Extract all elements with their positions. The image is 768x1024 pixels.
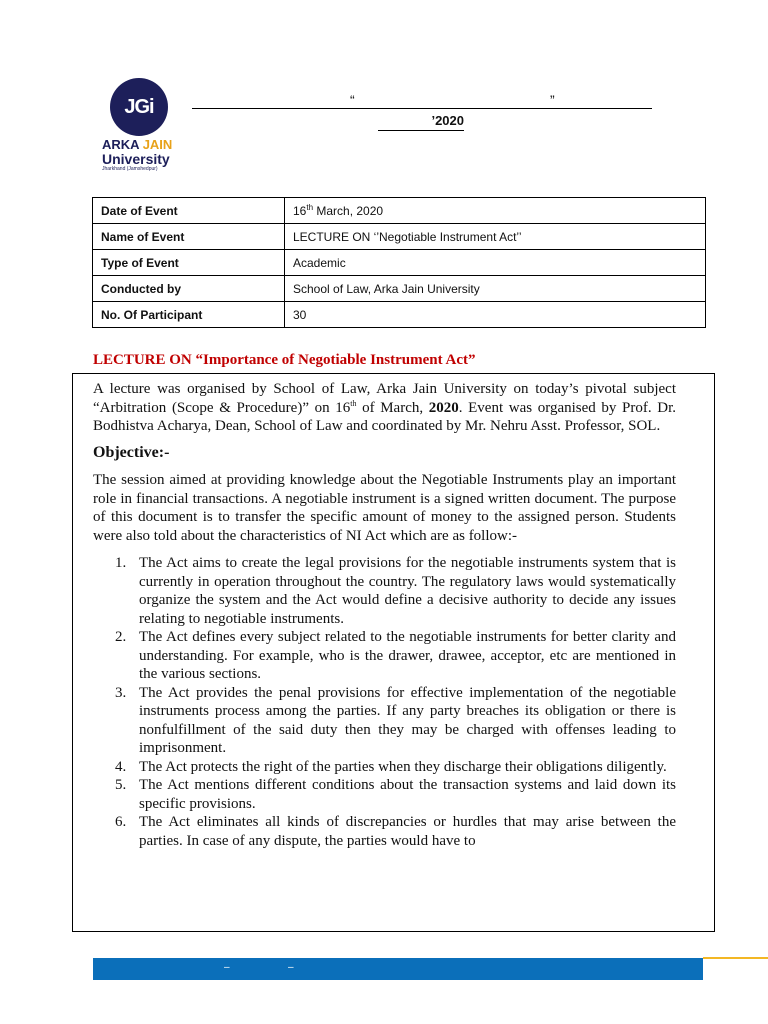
title-quote-close: ” bbox=[550, 92, 555, 108]
table-row bbox=[93, 224, 706, 250]
table-row bbox=[93, 250, 706, 276]
logo-line-2: University bbox=[102, 151, 170, 167]
conducted-label: Conducted by bbox=[93, 276, 285, 302]
date-sup: th bbox=[306, 202, 314, 212]
objective-paragraph: The session aimed at providing knowledge about the Negotiable Instruments play an important role in financial transactions. A negotiable instrument is a signed written document. The purpose of this document is to transfer the specific amount of money to the assigned person. Students were also told about the characteristics of NI Act which are as follow:- bbox=[93, 472, 676, 544]
characteristics-list bbox=[93, 554, 676, 850]
intro-part-1: A lecture was organised by School of Law, Arka Jain University on today’s pivotal subject “Arbitration (Scope & Procedure)” on 16 bbox=[93, 381, 676, 416]
list-text: The Act provides the penal provisions for effective implementation of the negotiable instruments process among the parties. If any party breaches its obligation or there is nonfulfillment of the said duty then they may be charged with offenses leading to imprisonment. bbox=[139, 684, 676, 756]
footer-bar bbox=[93, 958, 703, 980]
intro-paragraph bbox=[93, 380, 676, 436]
list-number: 2. bbox=[115, 629, 127, 645]
table-row bbox=[93, 302, 706, 328]
conducted-value: School of Law, Arka Jain University bbox=[285, 276, 706, 302]
date-value bbox=[285, 198, 706, 224]
list-item bbox=[115, 628, 676, 684]
list-number: 1. bbox=[115, 555, 127, 571]
footer-dash-2: – bbox=[288, 962, 294, 973]
list-text: The Act protects the right of the parties when they discharge their obligations diligently. bbox=[139, 758, 667, 775]
list-item bbox=[115, 758, 676, 777]
list-number: 3. bbox=[115, 684, 127, 701]
list-item bbox=[115, 776, 676, 813]
logo-jain: JAIN bbox=[142, 137, 173, 152]
type-value: Academic bbox=[285, 250, 706, 276]
list-item bbox=[115, 684, 676, 758]
list-number: 5. bbox=[115, 777, 127, 793]
participants-label: No. Of Participant bbox=[93, 302, 285, 328]
intro-part-2: of March, bbox=[356, 399, 429, 416]
list-item bbox=[115, 813, 676, 850]
list-number: 6. bbox=[115, 814, 127, 830]
logo-mark: JGi bbox=[110, 78, 168, 136]
intro-year: 2020 bbox=[428, 399, 459, 416]
table-row bbox=[93, 198, 706, 224]
list-text: The Act eliminates all kinds of discrepancies or hurdles that may arise between the parties. In case of any dispute, the parties would have to bbox=[139, 814, 676, 849]
name-value: LECTURE ON ‘’Negotiable Instrument Act’’ bbox=[285, 224, 706, 250]
list-text: The Act mentions different conditions about the transaction systems and laid down its specific provisions. bbox=[139, 777, 676, 812]
type-label: Type of Event bbox=[93, 250, 285, 276]
logo-line-3: Jharkhand (Jamshedpur) bbox=[102, 166, 158, 172]
list-number: 4. bbox=[115, 758, 127, 775]
list-item bbox=[115, 554, 676, 628]
table-row bbox=[93, 276, 706, 302]
list-text: The Act defines every subject related to the negotiable instruments for better clarity and understanding. For example, who is the drawer, drawee, acceptor, etc are mentioned in the various sections. bbox=[139, 629, 676, 682]
university-logo bbox=[102, 78, 182, 173]
title-underline bbox=[192, 108, 652, 109]
event-info-table bbox=[92, 197, 706, 328]
title-quote-open: “ bbox=[350, 92, 355, 108]
intro-part-3: . Event was organised by Prof. Dr. Bodhistva Acharya, Dean, School of Law and coordinated by Mr. Nehru Asst. Professor, SOL. bbox=[93, 399, 676, 434]
objective-heading: Objective:- bbox=[93, 443, 170, 461]
participants-value: 30 bbox=[285, 302, 706, 328]
report-content-box bbox=[72, 373, 715, 932]
lecture-heading: LECTURE ON “Importance of Negotiable Instrument Act” bbox=[93, 352, 476, 368]
title-year: ’2020 bbox=[378, 113, 464, 131]
date-rest: March, 2020 bbox=[313, 203, 384, 218]
footer-accent-line bbox=[703, 957, 768, 959]
footer-dash-1: – bbox=[224, 962, 230, 973]
logo-line-1 bbox=[102, 138, 182, 152]
name-label: Name of Event bbox=[93, 224, 285, 250]
list-text: The Act aims to create the legal provisions for the negotiable instruments system that is currently in operation throughout the country. The regulatory laws would systematically organize the system and the Act would define a decisive authority to decide any issues relating to negotiable instruments. bbox=[139, 555, 676, 627]
intro-sup: th bbox=[350, 398, 357, 408]
logo-arka: ARKA bbox=[102, 137, 143, 152]
date-day: 16 bbox=[293, 203, 307, 218]
date-label: Date of Event bbox=[93, 198, 285, 224]
